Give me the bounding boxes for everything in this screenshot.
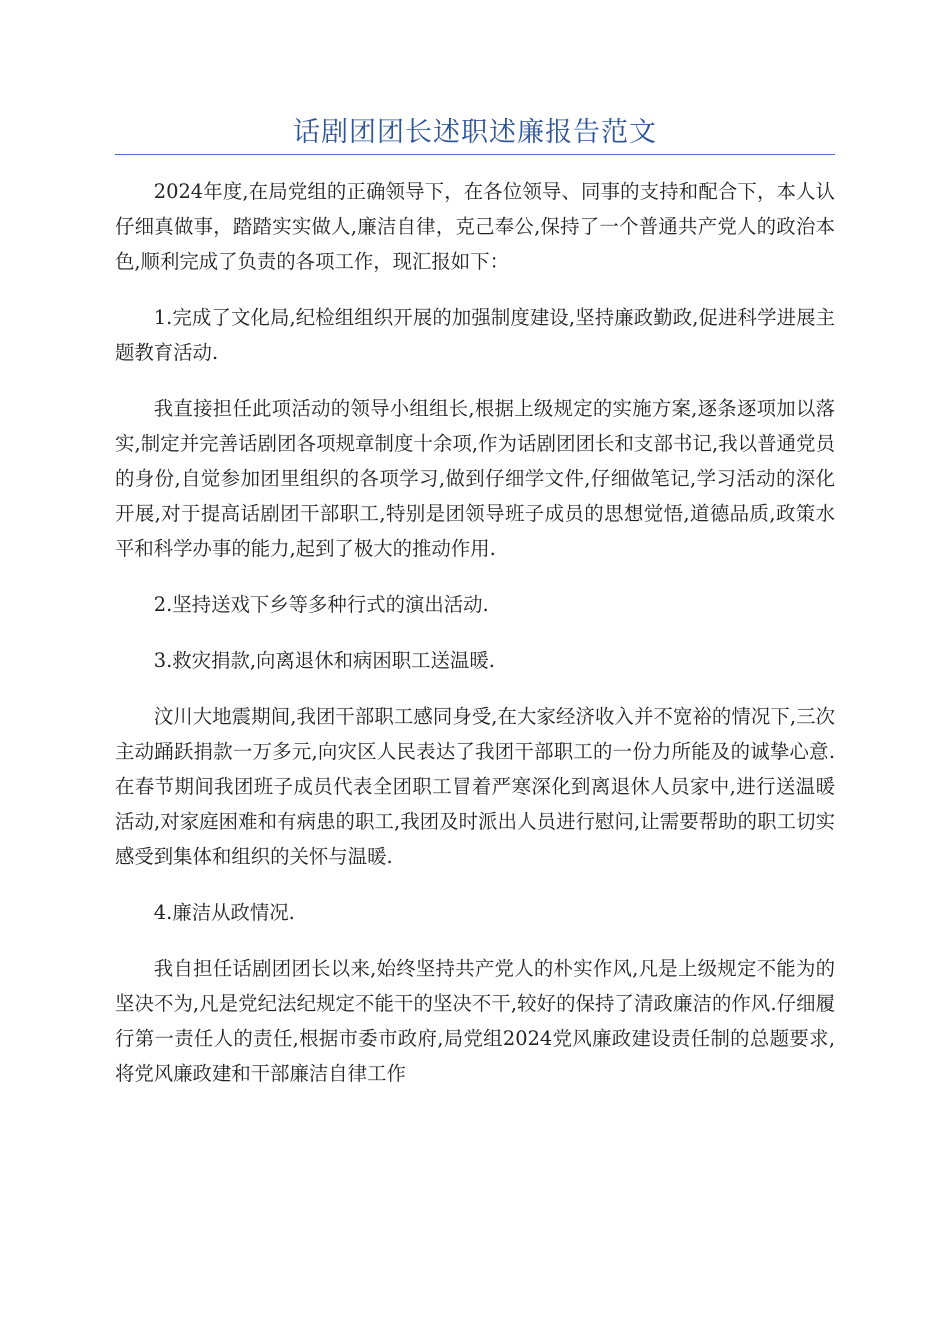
paragraph-item-3: 3.救灾捐款,向离退休和病困职工送温暖.	[153, 649, 495, 672]
document-title: 话剧团团长述职述廉报告范文	[293, 117, 657, 148]
title-underline	[115, 154, 835, 155]
paragraph-item-4-detail: 我自担任话剧团团长以来,始终坚持共产党人的朴实作风,凡是上级规定不能为的坚决不为,凡是党纪法纪规定不能干的坚决不干,较好的保持了清政廉洁的作风.仔细履行第一责任人的责任,根据市委市政府,局党组2024党风廉政建设责任制的总题要求,将党风廉政建和干部廉洁自律工作	[115, 957, 835, 1085]
paragraph-item-1: 1.完成了文化局,纪检组组织开展的加强制度建设,坚持廉政勤政,促进科学进展主题教育活动.	[115, 306, 835, 364]
paragraph-item-4: 4.廉洁从政情况.	[153, 901, 295, 924]
paragraph-intro: 2024年度,在局党组的正确领导下，在各位领导、同事的支持和配合下，本人认仔细真做事，踏踏实实做人,廉洁自律，克己奉公,保持了一个普通共产党人的政治本色,顺利完成了负责的各项工作，现汇报如下：	[115, 180, 835, 273]
document-body	[115, 174, 835, 1112]
paragraph-item-2: 2.坚持送戏下乡等多种行式的演出活动.	[153, 593, 489, 616]
paragraph-item-1-detail: 我直接担任此项活动的领导小组组长,根据上级规定的实施方案,逐条逐项加以落实,制定并完善话剧团各项规章制度十余项,作为话剧团团长和支部书记,我以普通党员的身份,自觉参加团里组织的各项学习,做到仔细学文件,仔细做笔记,学习活动的深化开展,对于提高话剧团干部职工,特别是团领导班子成员的思想觉悟,道德品质,政策水平和科学办事的能力,起到了极大的推动作用.	[115, 397, 835, 560]
paragraph-item-3-detail: 汶川大地震期间,我团干部职工感同身受,在大家经济收入并不宽裕的情况下,三次主动踊跃捐款一万多元,向灾区人民表达了我团干部职工的一份力所能及的诚挚心意.在春节期间我团班子成员代表全团职工冒着严寒深化到离退休人员家中,进行送温暖活动,对家庭困难和有病患的职工,我团及时派出人员进行慰问,让需要帮助的职工切实感受到集体和组织的关怀与温暖.	[115, 705, 835, 868]
